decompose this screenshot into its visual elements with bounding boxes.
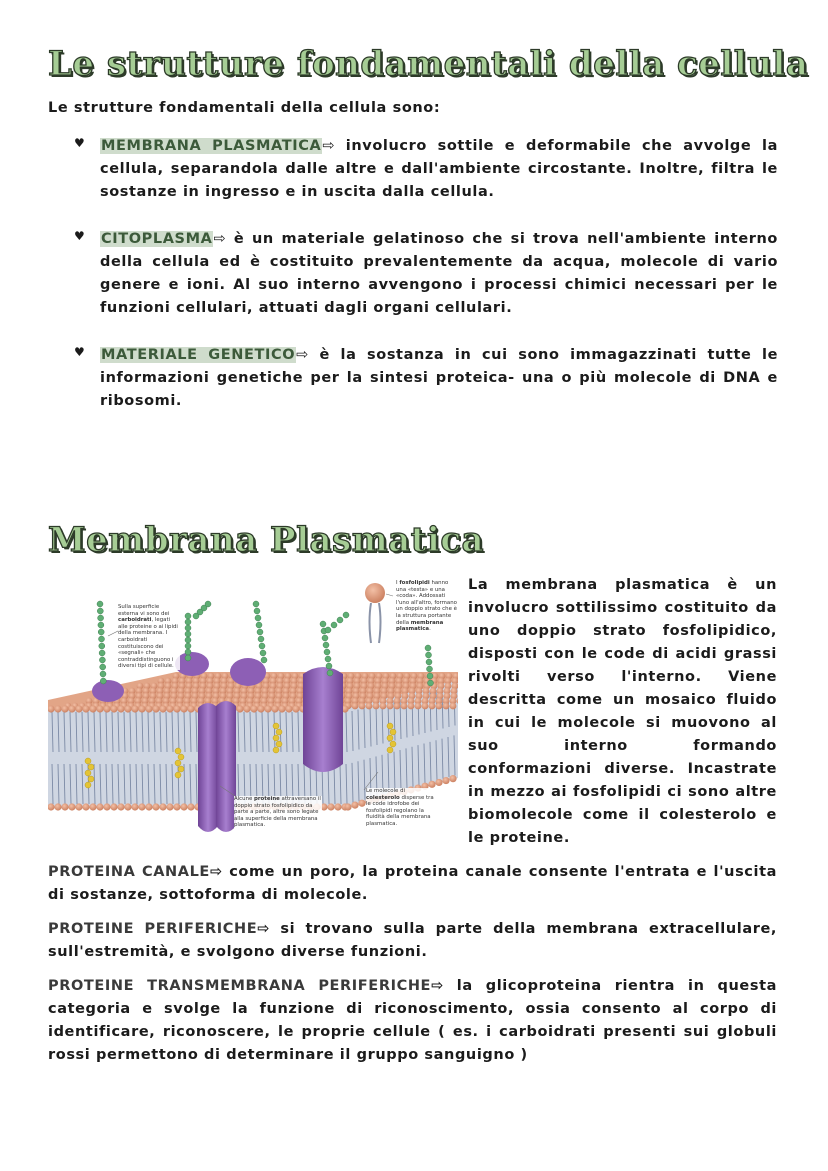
sugar-unit: [99, 657, 105, 663]
paragraph-text: si trovano sulla parte della membrana extracellulare, sull'estremità, e svolgono diverse funzioni.: [48, 921, 777, 960]
list-item-text: involucro sottile e deformabile che avvolge la cellula, separandola dalle altre e dall'ambiente circostante. Inoltre, filtra le sostanze in ingresso e in uscita dalla cellula.: [100, 138, 778, 200]
sugar-unit: [325, 627, 331, 633]
channel-protein: [198, 703, 218, 832]
sugar-unit: [255, 615, 261, 621]
paragraph-term: PROTEINA CANALE: [48, 864, 210, 880]
arrow-icon: ⇨: [213, 231, 227, 247]
cholesterol-ring: [88, 776, 94, 782]
sugar-unit: [185, 625, 191, 631]
sugar-unit: [185, 649, 191, 655]
sugar-unit: [100, 678, 106, 684]
sugar-unit: [98, 629, 104, 635]
cholesterol-ring: [273, 723, 279, 729]
carbohydrate-caption: Sulla superficie esterna vi sono dei carboidrati, legati alle proteine o ai lipidi della membrana. I carboidrati costituiscono dei «segnali» che contraddistinguono i diversi tipi di cellule.: [118, 604, 180, 670]
phospholipid-head: [243, 705, 250, 712]
phospholipid-head: [131, 803, 138, 810]
cholesterol-ring: [390, 741, 396, 747]
sugar-unit: [98, 615, 104, 621]
sugar-unit: [322, 635, 328, 641]
phospholipid-tail: [379, 603, 381, 643]
phospholipid-head: [394, 703, 401, 710]
phospholipid-head: [166, 705, 173, 712]
membrane-illustration: [48, 576, 458, 840]
sugar-unit: [426, 659, 432, 665]
transmembrane-protein: [303, 667, 343, 772]
cholesterol-ring: [390, 729, 396, 735]
cholesterol-ring: [387, 735, 393, 741]
peripheral-protein: [230, 658, 266, 686]
protein-caption: Alcune proteine attraversano il doppio strato fosfolipidico da parte a parte, altre sono legate alla superficie della membrana plasmatica.: [234, 796, 321, 829]
phospholipid-head: [89, 705, 96, 712]
phospholipid-head: [422, 703, 429, 710]
sugar-unit: [98, 622, 104, 628]
phospholipid-head: [117, 803, 124, 810]
paragraph-proteine-periferiche: [48, 918, 777, 964]
cholesterol-ring: [88, 764, 94, 770]
sugar-unit: [256, 622, 262, 628]
phospholipid-head: [359, 703, 366, 710]
channel-protein: [216, 701, 236, 832]
phospholipid-head: [68, 803, 75, 810]
sugar-unit: [327, 670, 333, 676]
phospholipid-head: [173, 705, 180, 712]
phospholipid-tail: [370, 603, 372, 643]
phospholipid-head: [187, 803, 194, 810]
membrane-description: La membrana plasmatica è un involucro sottilissimo costituito da uno doppio strato fosfolipidico, disposti con le code di acidi grassi rivolti verso l'interno. Viene descritta come un mosaico fluido in cui le molecole si muovono al suo interno formando conformazioni diverse. Incastrate in mezzo ai fosfolipidi ci sono altre biomolecole come il colesterolo e le proteine.: [468, 577, 777, 846]
list-item: [74, 228, 778, 320]
phospholipid-head: [61, 803, 68, 810]
arrow-icon: ⇨: [322, 138, 336, 154]
phospholipid-head: [159, 705, 166, 712]
sugar-unit: [254, 608, 260, 614]
intro-text: Le strutture fondamentali della cellula sono:: [48, 100, 441, 116]
cholesterol-ring: [276, 729, 282, 735]
phospholipid-head: [352, 703, 359, 710]
sugar-unit: [97, 608, 103, 614]
cholesterol-caption: Le molecole di colesterolo disperse tra le code idrofobe dei fosfolipidi regolano la fluidità della membrana plasmatica.: [366, 788, 438, 828]
phospholipid-head: [124, 803, 131, 810]
list-item-text: è un materiale gelatinoso che si trova nell'ambiente interno della cellula ed è costituito prevalentemente da acqua, molecole di vario genere e ioni. Al suo interno avvengono i processi chimici necessari per le funzioni cellulari, attuati dagli organi cellulari.: [100, 231, 778, 316]
phospholipid-head: [436, 703, 443, 710]
phospholipid-head: [236, 705, 243, 712]
sugar-unit: [100, 671, 106, 677]
sugar-unit: [258, 636, 264, 642]
cholesterol-ring: [178, 754, 184, 760]
phospholipid-head: [96, 803, 103, 810]
sugar-unit: [259, 643, 265, 649]
phospholipid-head: [75, 705, 82, 712]
phospholipid-head: [449, 775, 456, 782]
phospholipid-head: [89, 803, 96, 810]
sugar-unit: [323, 642, 329, 648]
paragraph-proteina-canale: [48, 861, 777, 907]
cholesterol-ring: [85, 770, 91, 776]
phospholipid-head: [187, 705, 194, 712]
phospholipid-head: [264, 705, 271, 712]
phospholipid-head: [278, 705, 285, 712]
phospholipid-head: [428, 781, 435, 788]
sugar-unit: [185, 637, 191, 643]
phospholipid-head: [131, 705, 138, 712]
phospholipid-head: [443, 703, 450, 710]
term-highlight: MEMBRANA PLASMATICA: [101, 138, 322, 154]
phospholipid-head: [173, 803, 180, 810]
sugar-unit: [99, 636, 105, 642]
sugar-unit: [427, 666, 433, 672]
phospholipid-head: [82, 803, 89, 810]
arrow-icon: ⇨: [209, 864, 223, 880]
sugar-unit: [343, 612, 349, 618]
phospholipid-head: [285, 705, 292, 712]
phospholipid-head: [180, 803, 187, 810]
phospholipid-head: [103, 803, 110, 810]
list-item: [74, 135, 778, 204]
cholesterol-ring: [85, 782, 91, 788]
phospholipid-head: [450, 703, 457, 710]
sugar-unit: [425, 645, 431, 651]
phospholipid-head: [401, 703, 408, 710]
list-item-text: è la sostanza in cui sono immagazzinati tutte le informazioni genetiche per la sintesi proteica- una o più molecole di DNA e ribosomi.: [100, 347, 779, 409]
sugar-unit: [100, 664, 106, 670]
phospholipid-head: [358, 800, 365, 807]
phospholipid-head: [54, 705, 61, 712]
term-highlight: CITOPLASMA: [101, 231, 213, 247]
phospholipid-head: [138, 705, 145, 712]
sugar-unit: [97, 601, 103, 607]
sugar-unit: [99, 643, 105, 649]
phospholipid-head: [351, 802, 358, 809]
sugar-unit: [324, 649, 330, 655]
cholesterol-ring: [273, 747, 279, 753]
phospholipid-head: [429, 703, 436, 710]
phospholipid-head: [75, 803, 82, 810]
cholesterol-ring: [178, 766, 184, 772]
sugar-unit: [253, 601, 259, 607]
arrow-icon: ⇨: [296, 347, 309, 363]
sugar-unit: [337, 617, 343, 623]
phospholipid-head: [152, 803, 159, 810]
phospholipid-head: [365, 583, 385, 603]
sugar-unit: [320, 621, 326, 627]
phospholipid-head: [152, 705, 159, 712]
paragraph-text: la glicoproteina rientra in questa categoria e svolge la funzione di riconoscimento, ossia consento al corpo di identificare, riconoscere, le proprie cellule ( es. i carboidrati presenti sui globuli rossi permettono di determinare il gruppo sanguigno ): [48, 978, 777, 1063]
phospholipid-head: [103, 705, 110, 712]
term-highlight: MATERIALE GENETICO: [101, 347, 296, 363]
cholesterol-ring: [276, 741, 282, 747]
sugar-unit: [185, 655, 191, 661]
phospholipid-head: [54, 803, 61, 810]
phospholipid-head: [415, 703, 422, 710]
phospholipid-head: [117, 705, 124, 712]
phospholipid-caption: I fosfolipidi hanno una «testa» e una «coda». Addossati l'uno all'altro, formano un doppio strato che è la struttura portante della membrana plasmatica.: [396, 580, 457, 633]
phospholipid-head: [408, 703, 415, 710]
phospholipid-head: [250, 705, 257, 712]
peripheral-protein: [175, 652, 209, 676]
list-item: [74, 344, 778, 413]
cholesterol-ring: [273, 735, 279, 741]
page-title: Le strutture fondamentali della cellula: [48, 44, 809, 84]
phospholipid-head: [82, 705, 89, 712]
phospholipid-head: [159, 803, 166, 810]
section-title: Membrana Plasmatica: [48, 520, 485, 560]
sugar-unit: [257, 629, 263, 635]
sugar-unit: [325, 656, 331, 662]
phospholipid-head: [292, 705, 299, 712]
phospholipid-head: [138, 803, 145, 810]
phospholipid-head: [180, 705, 187, 712]
callout-line: [386, 594, 393, 596]
phospholipid-head: [110, 803, 117, 810]
peripheral-protein: [92, 680, 124, 702]
phospholipid-head: [327, 803, 334, 810]
cholesterol-ring: [175, 748, 181, 754]
cholesterol-ring: [387, 723, 393, 729]
phospholipid-head: [61, 705, 68, 712]
sugar-unit: [331, 622, 337, 628]
arrow-icon: ⇨: [431, 978, 444, 994]
heart-bullet-icon: ♥: [74, 229, 85, 243]
cholesterol-ring: [175, 772, 181, 778]
sugar-unit: [185, 613, 191, 619]
paragraph-term: PROTEINE TRANSMEMBRANA PERIFERICHE: [48, 978, 432, 994]
phospholipid-head: [373, 703, 380, 710]
phospholipid-head: [435, 779, 442, 786]
phospholipid-head: [257, 705, 264, 712]
phospholipid-head: [366, 703, 373, 710]
phospholipid-head: [145, 705, 152, 712]
phospholipid-head: [96, 705, 103, 712]
sugar-unit: [205, 601, 211, 607]
phospholipid-head: [271, 705, 278, 712]
phospholipid-head: [110, 705, 117, 712]
phospholipid-head: [145, 803, 152, 810]
sugar-unit: [185, 619, 191, 625]
structures-list: [74, 135, 778, 437]
paragraph-text: come un poro, la proteina canale consente l'entrata e l'uscita di sostanze, sottoforma di molecole.: [48, 864, 777, 903]
paragraph-proteine-transmembrana: [48, 975, 777, 1067]
cholesterol-ring: [175, 760, 181, 766]
sugar-unit: [185, 631, 191, 637]
sugar-unit: [260, 650, 266, 656]
phospholipid-head: [344, 803, 351, 810]
phospholipid-head: [124, 705, 131, 712]
sugar-unit: [99, 650, 105, 656]
sugar-unit: [426, 652, 432, 658]
sugar-unit: [261, 657, 267, 663]
arrow-icon: ⇨: [257, 921, 270, 937]
cholesterol-ring: [387, 747, 393, 753]
phospholipid-head: [334, 803, 341, 810]
phospholipid-head: [380, 703, 387, 710]
cholesterol-ring: [85, 758, 91, 764]
heart-bullet-icon: ♥: [74, 136, 85, 150]
phospholipid-head: [166, 803, 173, 810]
phospholipid-head: [442, 777, 449, 784]
phospholipid-head: [68, 705, 75, 712]
sugar-unit: [428, 680, 434, 686]
paragraph-term: PROTEINE PERIFERICHE: [48, 921, 258, 937]
phospholipid-head: [387, 703, 394, 710]
sugar-unit: [427, 673, 433, 679]
heart-bullet-icon: ♥: [74, 345, 85, 359]
sugar-unit: [326, 663, 332, 669]
sugar-unit: [185, 643, 191, 649]
